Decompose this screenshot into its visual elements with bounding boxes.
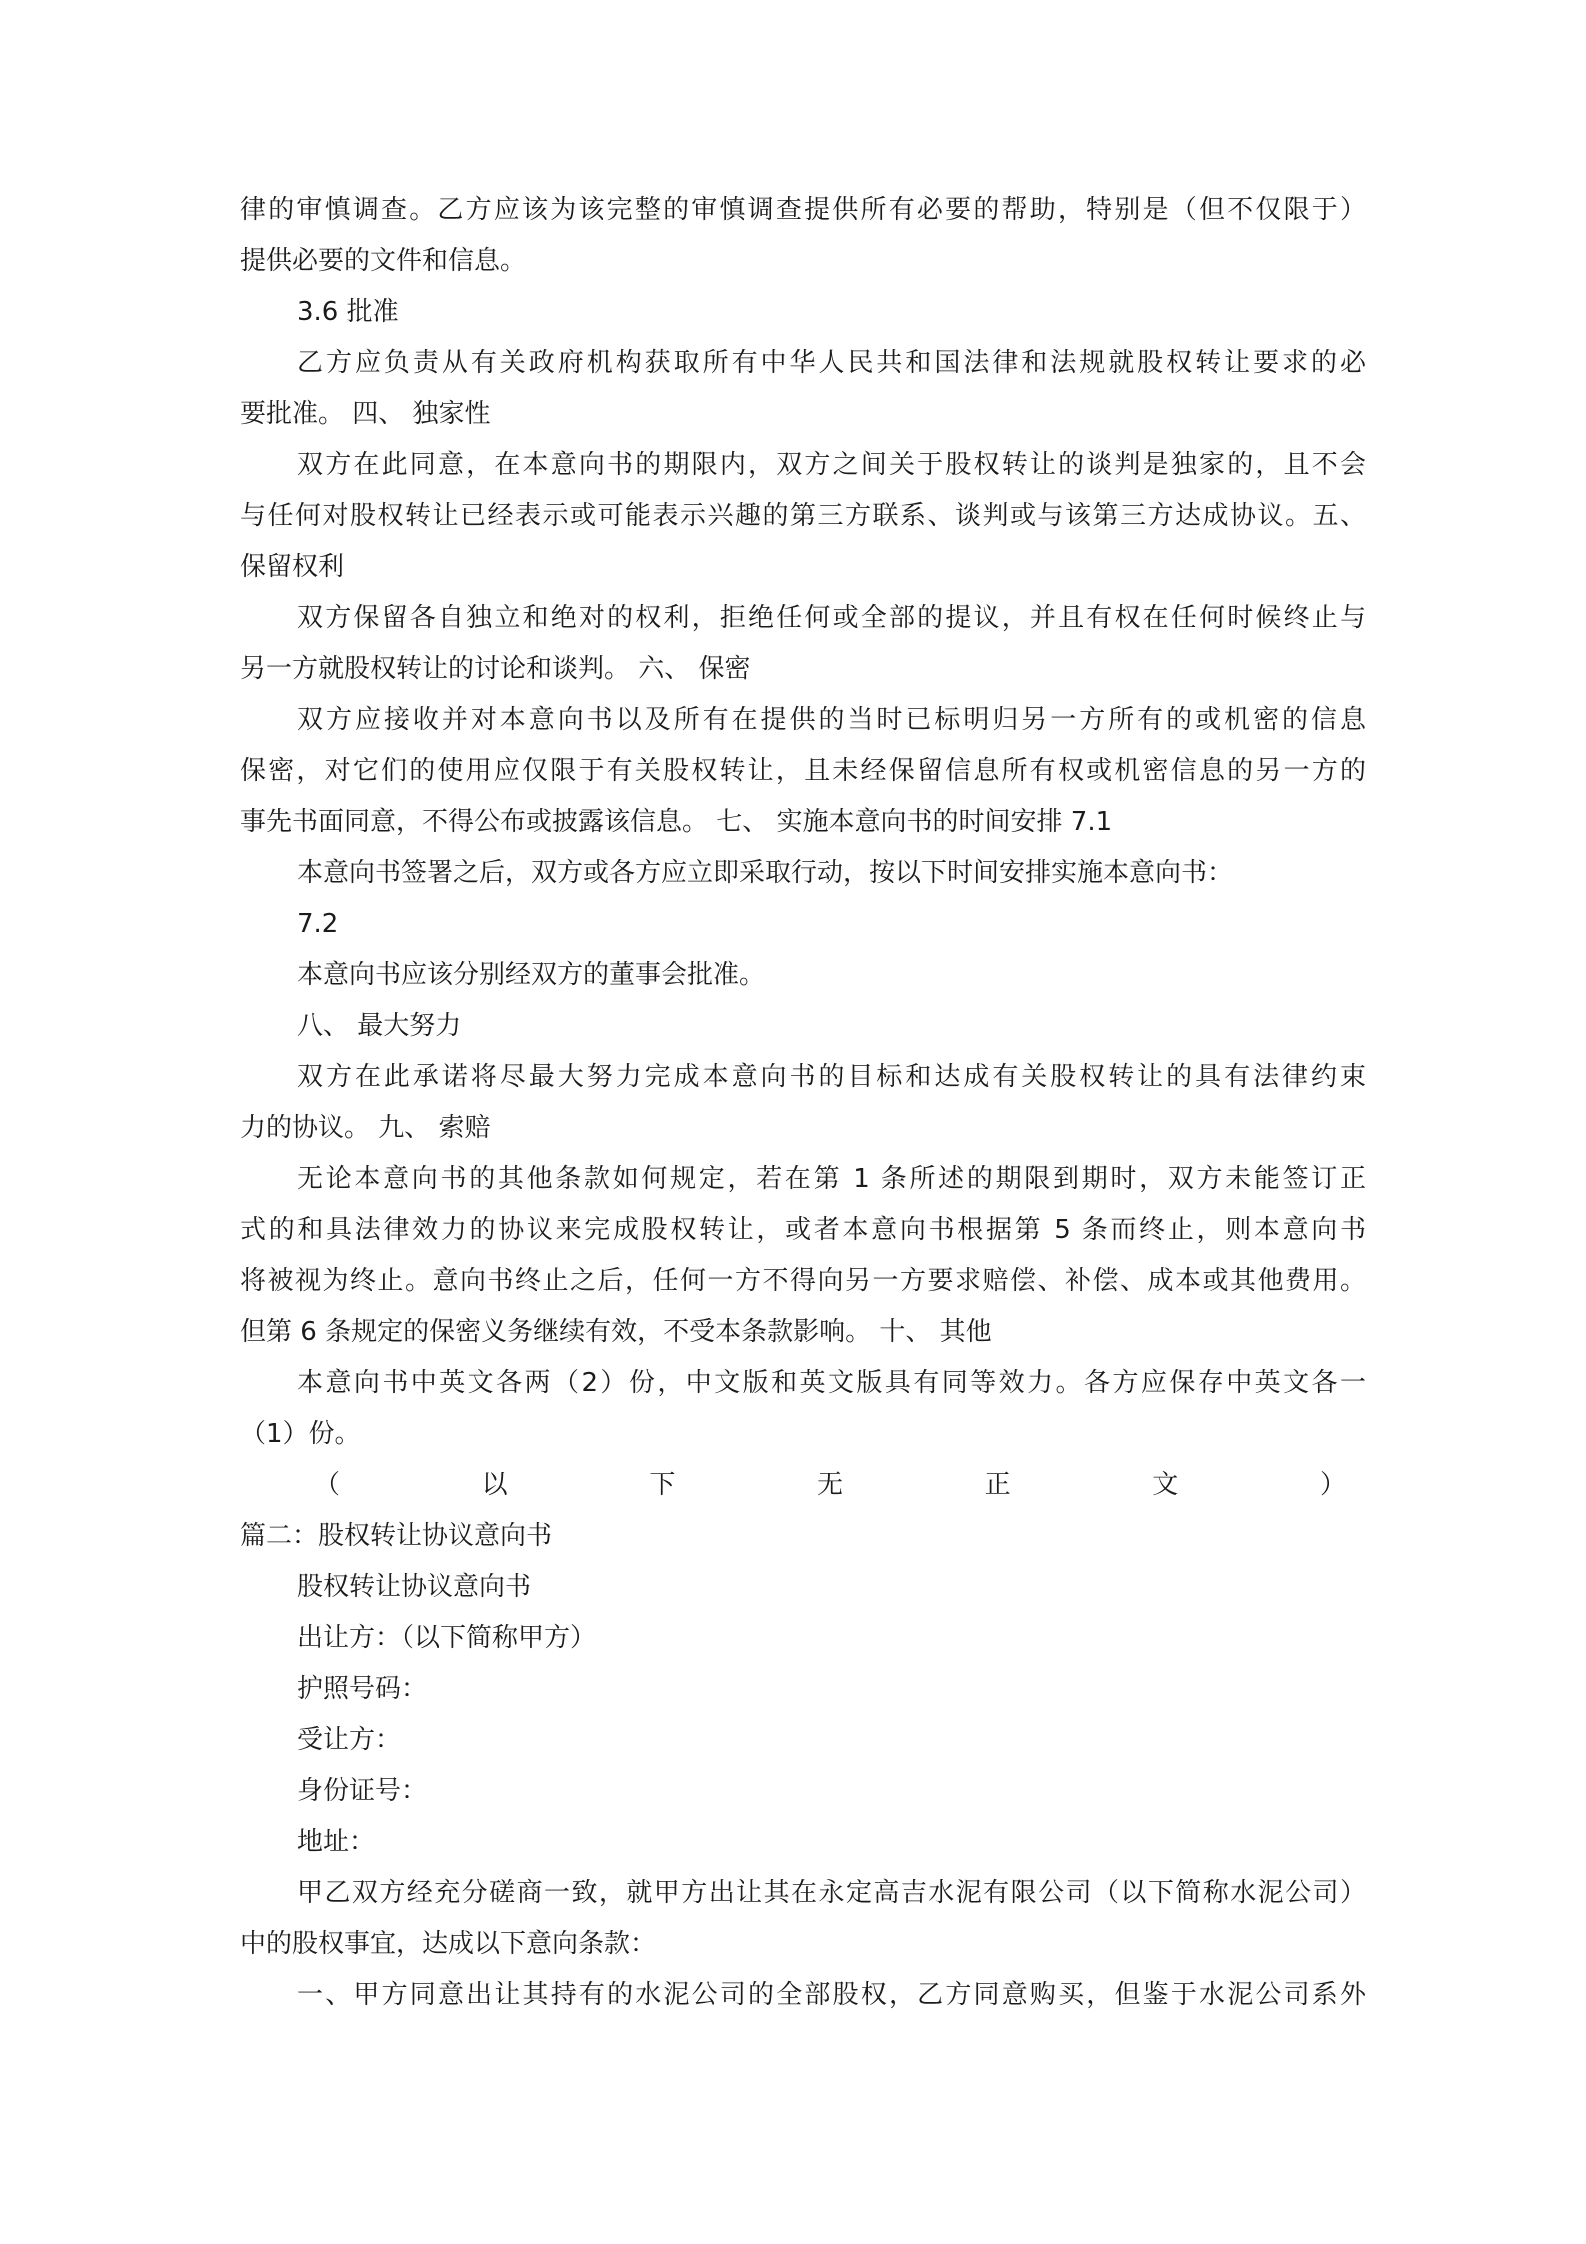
document-body [240, 185, 1366, 2021]
paragraph-line: 事先书面同意，不得公布或披露该信息。 七、 实施本意向书的时间安排 7.1 [240, 807, 1113, 837]
section-heading: 保留权利 [240, 552, 345, 582]
no-text-char: 无 [816, 1470, 843, 1500]
paragraph-line: 无论本意向书的其他条款如何规定，若在第 1 条所述的期限到期时，双方未能签订正 [297, 1164, 1366, 1194]
paragraph-line: 保密，对它们的使用应仅限于有关股权转让，且未经保留信息所有权或机密信息的另一方的 [240, 756, 1366, 786]
field-label: 身份证号： [297, 1776, 428, 1806]
no-text-char: ） [1319, 1470, 1346, 1500]
paragraph-line: （1）份。 [240, 1419, 361, 1449]
paragraph-line: 乙方应负责从有关政府机构获取所有中华人民共和国法律和法规就股权转让要求的必 [297, 348, 1366, 378]
paragraph-line: 式的和具法律效力的协议来完成股权转让，或者本意向书根据第 5 条而终止，则本意向书 [240, 1215, 1366, 1245]
paragraph-line: 提供必要的文件和信息。 [240, 246, 527, 276]
paragraph-line: 要批准。 四、 独家性 [240, 399, 491, 429]
paragraph-line: 但第 6 条规定的保密义务继续有效，不受本条款影响。 十、 其他 [240, 1317, 992, 1347]
paragraph-line: 本意向书应该分别经双方的董事会批准。 [297, 960, 766, 990]
paragraph-line: 与任何对股权转让已经表示或可能表示兴趣的第三方联系、谈判或与该第三方达成协议。五、 [240, 501, 1366, 531]
paragraph-line: 本意向书中英文各两（2）份，中文版和英文版具有同等效力。各方应保存中英文各一 [297, 1368, 1366, 1398]
field-label: 受让方： [297, 1725, 402, 1755]
no-text-char: 下 [649, 1470, 676, 1500]
no-text-char: 正 [984, 1470, 1011, 1500]
paragraph-line: 另一方就股权转让的讨论和谈判。 六、 保密 [240, 654, 751, 684]
no-text-char: 文 [1152, 1470, 1179, 1500]
section-number: 7.2 [297, 909, 339, 939]
field-label: 护照号码： [297, 1674, 428, 1704]
paragraph-line: 一、甲方同意出让其持有的水泥公司的全部股权，乙方同意购买，但鉴于水泥公司系外 [297, 1980, 1366, 2010]
no-text-char: （ [314, 1470, 341, 1500]
document-subtitle: 股权转让协议意向书 [297, 1572, 532, 1602]
no-text-char: 以 [481, 1470, 508, 1500]
paragraph-line: 双方应接收并对本意向书以及所有在提供的当时已标明归另一方所有的或机密的信息 [297, 705, 1366, 735]
paragraph-line: 律的审慎调查。乙方应该为该完整的审慎调查提供所有必要的帮助，特别是（但不仅限于） [240, 195, 1366, 225]
paragraph-line: 中的股权事宜，达成以下意向条款： [240, 1929, 657, 1959]
paragraph-line: 双方在此承诺将尽最大努力完成本意向书的目标和达成有关股权转让的具有法律约束 [297, 1062, 1366, 1092]
paragraph-line: 双方在此同意，在本意向书的期限内，双方之间关于股权转让的谈判是独家的，且不会 [297, 450, 1366, 480]
no-text-below-line [240, 1460, 1366, 1511]
field-label: 地址： [297, 1827, 376, 1857]
paragraph-line: 将被视为终止。意向书终止之后，任何一方不得向另一方要求赔偿、补偿、成本或其他费用。 [240, 1266, 1366, 1296]
paragraph-line: 力的协议。 九、 索赔 [240, 1113, 491, 1143]
section-heading: 八、 最大努力 [297, 1011, 462, 1041]
document-title: 篇二：股权转让协议意向书 [240, 1521, 553, 1551]
paragraph-line: 甲乙双方经充分磋商一致，就甲方出让其在永定高吉水泥有限公司（以下简称水泥公司） [297, 1878, 1366, 1908]
paragraph-line: 本意向书签署之后，双方或各方应立即采取行动，按以下时间安排实施本意向书： [297, 858, 1234, 888]
paragraph-line: 双方保留各自独立和绝对的权利，拒绝任何或全部的提议，并且有权在任何时候终止与 [297, 603, 1366, 633]
section-heading: 3.6 批准 [297, 297, 399, 327]
field-label: 出让方：（以下简称甲方） [297, 1623, 597, 1653]
